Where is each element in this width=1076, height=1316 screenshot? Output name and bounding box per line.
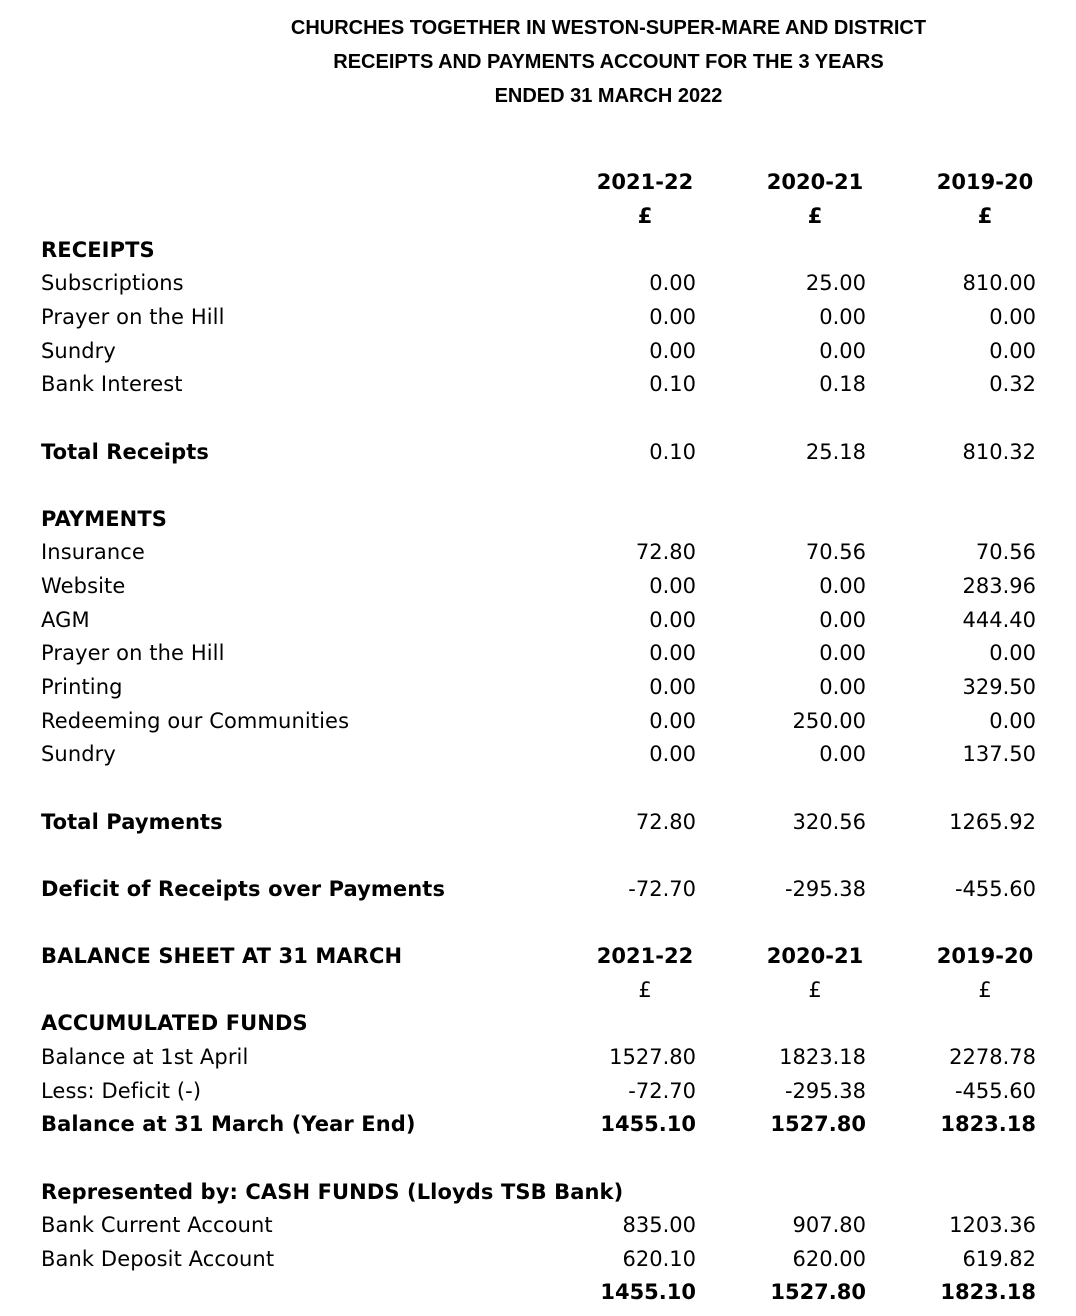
table-row [0, 1210, 1076, 1240]
value-2020-21: 620.00 [792, 1247, 866, 1271]
value-2019-20: -455.60 [954, 1079, 1036, 1103]
row-label: Printing [41, 675, 123, 699]
value-2019-20: 137.50 [962, 742, 1036, 766]
row-label: Prayer on the Hill [41, 305, 225, 329]
value-2021-22: 620.10 [622, 1247, 696, 1271]
table-row [0, 1244, 1076, 1274]
value-2019-20: 810.00 [962, 271, 1036, 295]
currency-symbol: £ [637, 204, 653, 228]
total-receipts-label: Total Receipts [41, 440, 209, 464]
deficit-row [0, 874, 1076, 904]
value-2020-21: 0.18 [819, 372, 866, 396]
row-label: Redeeming our Communities [41, 709, 350, 733]
row-label: Bank Current Account [41, 1213, 273, 1237]
table-row [0, 605, 1076, 635]
row-label: Prayer on the Hill [41, 641, 225, 665]
value-2021-22: 0.00 [649, 574, 696, 598]
value-2020-21: 1823.18 [779, 1045, 866, 1069]
value-2021-22: 0.00 [649, 339, 696, 363]
value-2021-22: 0.00 [649, 641, 696, 665]
value-2020-21: 0.00 [819, 574, 866, 598]
value-2019-20: 1265.92 [949, 810, 1036, 834]
document-title-line-2: RECEIPTS AND PAYMENTS ACCOUNT FOR THE 3 YEARS [333, 51, 884, 73]
value-2021-22: 835.00 [622, 1213, 696, 1237]
table-row [0, 672, 1076, 702]
table-row [0, 1042, 1076, 1072]
document-title-line-3: ENDED 31 MARCH 2022 [494, 85, 723, 107]
value-2021-22: 1455.10 [600, 1112, 696, 1136]
value-2020-21: -295.38 [784, 1079, 866, 1103]
currency-symbol: £ [638, 978, 652, 1002]
value-2019-20: 2278.78 [949, 1045, 1036, 1069]
table-row [0, 369, 1076, 399]
value-2020-21: 0.00 [819, 608, 866, 632]
value-2019-20: 0.32 [989, 372, 1036, 396]
currency-symbol: £ [807, 204, 823, 228]
value-2019-20: 1203.36 [949, 1213, 1036, 1237]
value-2020-21: 0.00 [819, 305, 866, 329]
balance-sheet-currency-row [0, 975, 1076, 1005]
column-header-2021-22: 2021-22 [596, 170, 694, 194]
value-2020-21: 1527.80 [770, 1112, 866, 1136]
value-2021-22: 0.00 [649, 271, 696, 295]
row-label: Sundry [41, 339, 116, 363]
total-receipts-row [0, 437, 1076, 467]
row-label: Bank Interest [41, 372, 183, 396]
row-label: Insurance [41, 540, 145, 564]
currency-symbol: £ [977, 204, 993, 228]
value-2020-21: 907.80 [792, 1213, 866, 1237]
value-2021-22: -72.70 [628, 877, 696, 901]
value-2020-21: 25.18 [805, 440, 866, 464]
document-title-line-1: CHURCHES TOGETHER IN WESTON-SUPER-MARE AND DISTRICT [290, 17, 927, 39]
column-currency-row [0, 201, 1076, 231]
value-2019-20: 0.00 [989, 709, 1036, 733]
row-label: Balance at 1st April [41, 1045, 249, 1069]
value-2019-20: 1823.18 [940, 1112, 1036, 1136]
value-2019-20: 0.00 [989, 339, 1036, 363]
value-2019-20: 329.50 [962, 675, 1036, 699]
currency-symbol: £ [978, 978, 992, 1002]
value-2020-21: 70.56 [805, 540, 866, 564]
cash-funds-heading: Represented by: CASH FUNDS (Lloyds TSB Bank) [41, 1180, 624, 1204]
value-2019-20: 283.96 [962, 574, 1036, 598]
row-label: Bank Deposit Account [41, 1247, 275, 1271]
value-2021-22: 0.00 [649, 742, 696, 766]
value-2021-22: 1527.80 [609, 1045, 696, 1069]
year-end-balance-label: Balance at 31 March (Year End) [41, 1112, 416, 1136]
year-end-balance-row [0, 1109, 1076, 1139]
currency-symbol: £ [808, 978, 822, 1002]
column-header-2020-21: 2020-21 [766, 170, 864, 194]
value-2021-22: 0.10 [649, 440, 696, 464]
value-2021-22: 0.00 [649, 608, 696, 632]
column-header-2019-20: 2019-20 [936, 170, 1034, 194]
value-2020-21: 0.00 [819, 641, 866, 665]
value-2019-20: 0.00 [989, 641, 1036, 665]
row-label: Subscriptions [41, 271, 184, 295]
total-payments-label: Total Payments [41, 810, 223, 834]
value-2020-21: -295.38 [784, 877, 866, 901]
value-2020-21: 0.00 [819, 339, 866, 363]
accumulated-funds-heading: ACCUMULATED FUNDS [41, 1011, 308, 1035]
row-label: Sundry [41, 742, 116, 766]
value-2021-22: 0.00 [649, 709, 696, 733]
row-label: Website [41, 574, 126, 598]
section-heading-receipts [0, 235, 1076, 265]
value-2019-20: 619.82 [962, 1247, 1036, 1271]
value-2020-21: 250.00 [792, 709, 866, 733]
table-row [0, 739, 1076, 769]
total-payments-row [0, 807, 1076, 837]
value-2021-22: 0.00 [649, 305, 696, 329]
value-2020-21: 0.00 [819, 675, 866, 699]
value-2019-20: 70.56 [975, 540, 1036, 564]
column-year-header-row [0, 167, 1076, 197]
value-2019-20: 0.00 [989, 305, 1036, 329]
row-label: AGM [41, 608, 90, 632]
value-2020-21: 25.00 [805, 271, 866, 295]
table-row [0, 537, 1076, 567]
value-2021-22: 0.00 [649, 675, 696, 699]
table-row [0, 336, 1076, 366]
value-2020-21: 1527.80 [770, 1280, 866, 1304]
balance-sheet-heading: BALANCE SHEET AT 31 MARCH [41, 944, 403, 968]
value-2020-21: 0.00 [819, 742, 866, 766]
column-header-2021-22: 2021-22 [596, 944, 694, 968]
balance-sheet-header-row [0, 941, 1076, 971]
payments-heading: PAYMENTS [41, 507, 167, 531]
value-2021-22: 1455.10 [600, 1280, 696, 1304]
value-2019-20: 444.40 [962, 608, 1036, 632]
value-2021-22: 0.10 [649, 372, 696, 396]
value-2019-20: 1823.18 [940, 1280, 1036, 1304]
value-2020-21: 320.56 [792, 810, 866, 834]
cash-total-row [0, 1277, 1076, 1307]
deficit-label: Deficit of Receipts over Payments [41, 877, 446, 901]
table-row [0, 1076, 1076, 1106]
table-row [0, 571, 1076, 601]
value-2019-20: 810.32 [962, 440, 1036, 464]
table-row [0, 302, 1076, 332]
section-heading-cash-funds [0, 1177, 1076, 1207]
column-header-2019-20: 2019-20 [936, 944, 1034, 968]
value-2021-22: 72.80 [635, 810, 696, 834]
table-row [0, 268, 1076, 298]
value-2021-22: 72.80 [635, 540, 696, 564]
section-heading-accumulated-funds [0, 1008, 1076, 1038]
table-row [0, 706, 1076, 736]
row-label: Less: Deficit (-) [41, 1079, 202, 1103]
receipts-heading: RECEIPTS [41, 238, 155, 262]
column-header-2020-21: 2020-21 [766, 944, 864, 968]
section-heading-payments [0, 504, 1076, 534]
value-2021-22: -72.70 [628, 1079, 696, 1103]
value-2019-20: -455.60 [954, 877, 1036, 901]
table-row [0, 638, 1076, 668]
